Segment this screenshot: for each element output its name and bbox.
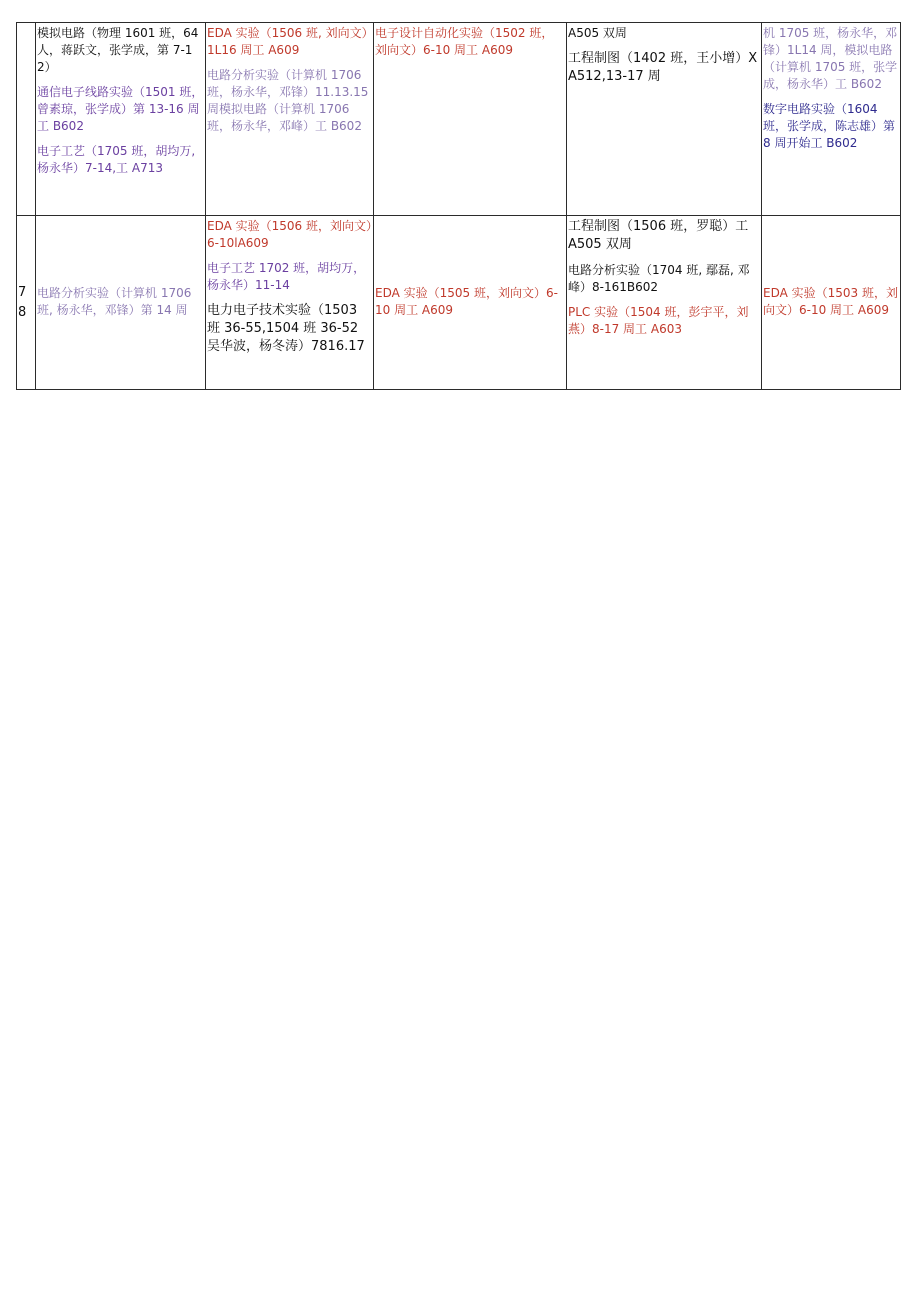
schedule-row <box>17 23 901 216</box>
schedule-cell <box>36 23 206 216</box>
schedule-cell <box>567 23 762 216</box>
course-entry: 机 1705 班，杨永华，邓锋）1L14 周，模拟电路（计算机 1705 班，张学成，杨永华）工 B602 <box>763 26 898 91</box>
period-cell <box>17 216 36 390</box>
schedule-cell <box>36 216 206 390</box>
period-label: 7 8 <box>18 284 27 320</box>
schedule-cell <box>374 23 567 216</box>
course-entry: PLC 实验（1504 班，彭宇平，刘燕）8-17 周工 A603 <box>568 305 749 336</box>
schedule-cell <box>206 216 374 390</box>
course-entry: 电子工艺 1702 班，胡均万，杨永华）11-14 <box>207 261 366 292</box>
course-entry: 模拟电路（物理 1601 班，64 人，蒋跃文，张学成，第 7-12） <box>37 26 199 74</box>
course-entry: 电路分析实验（计算机 1706 班, 杨永华，邓锋）第 14 周 <box>37 285 192 317</box>
schedule-cell <box>567 216 762 390</box>
period-cell <box>17 23 36 216</box>
schedule-cell <box>374 216 567 390</box>
course-schedule-table <box>16 22 901 390</box>
schedule-cell <box>206 23 374 216</box>
course-entry: 工程制图（1506 班，罗聪）工 A505 双周 <box>568 219 749 252</box>
course-entry: 电子工艺（1705 班，胡均万, 杨永华）7-14,工 A713 <box>37 144 196 175</box>
course-entry: 通信电子线路实验（1501 班，曾素琼，张学成）第 13-16 周工 B602 <box>37 85 204 133</box>
course-entry: 电路分析实验（1704 班, 鄢磊, 邓峰）8-161B602 <box>568 263 750 294</box>
course-entry: EDA 实验（1505 班，刘向文）6-10 周工 A609 <box>375 285 558 317</box>
course-entry: 电路分析实验（计算机 1706 班，杨永华，邓锋）11.13.15 周模拟电路（计算机 1706 班，杨永华，邓峰）工 B602 <box>207 68 369 133</box>
course-entry: EDA 实验（1503 班，刘向文）6-10 周工 A609 <box>763 285 898 317</box>
course-entry: EDA 实验（1506 班，刘向文）6-10lA609 <box>207 219 372 250</box>
course-entry: EDA 实验（1506 班, 刘向文）1L16 周工 A609 <box>207 26 368 57</box>
course-entry: 电力电子技术实验（1503 班 36-55,1504 班 36-52 吴华波，杨冬涛）7816.17 <box>207 303 365 354</box>
course-entry: A505 双周 <box>568 26 627 40</box>
schedule-row <box>17 216 901 390</box>
course-entry: 电子设计自动化实验（1502 班，刘向文）6-10 周工 A609 <box>375 26 554 57</box>
schedule-cell <box>762 216 901 390</box>
course-entry: 工程制图（1402 班，王小增）XA512,13-17 周 <box>568 51 758 84</box>
schedule-cell <box>762 23 901 216</box>
course-entry: 数字电路实验（1604 班，张学成，陈志雄）第 8 周开始工 B602 <box>763 102 896 150</box>
